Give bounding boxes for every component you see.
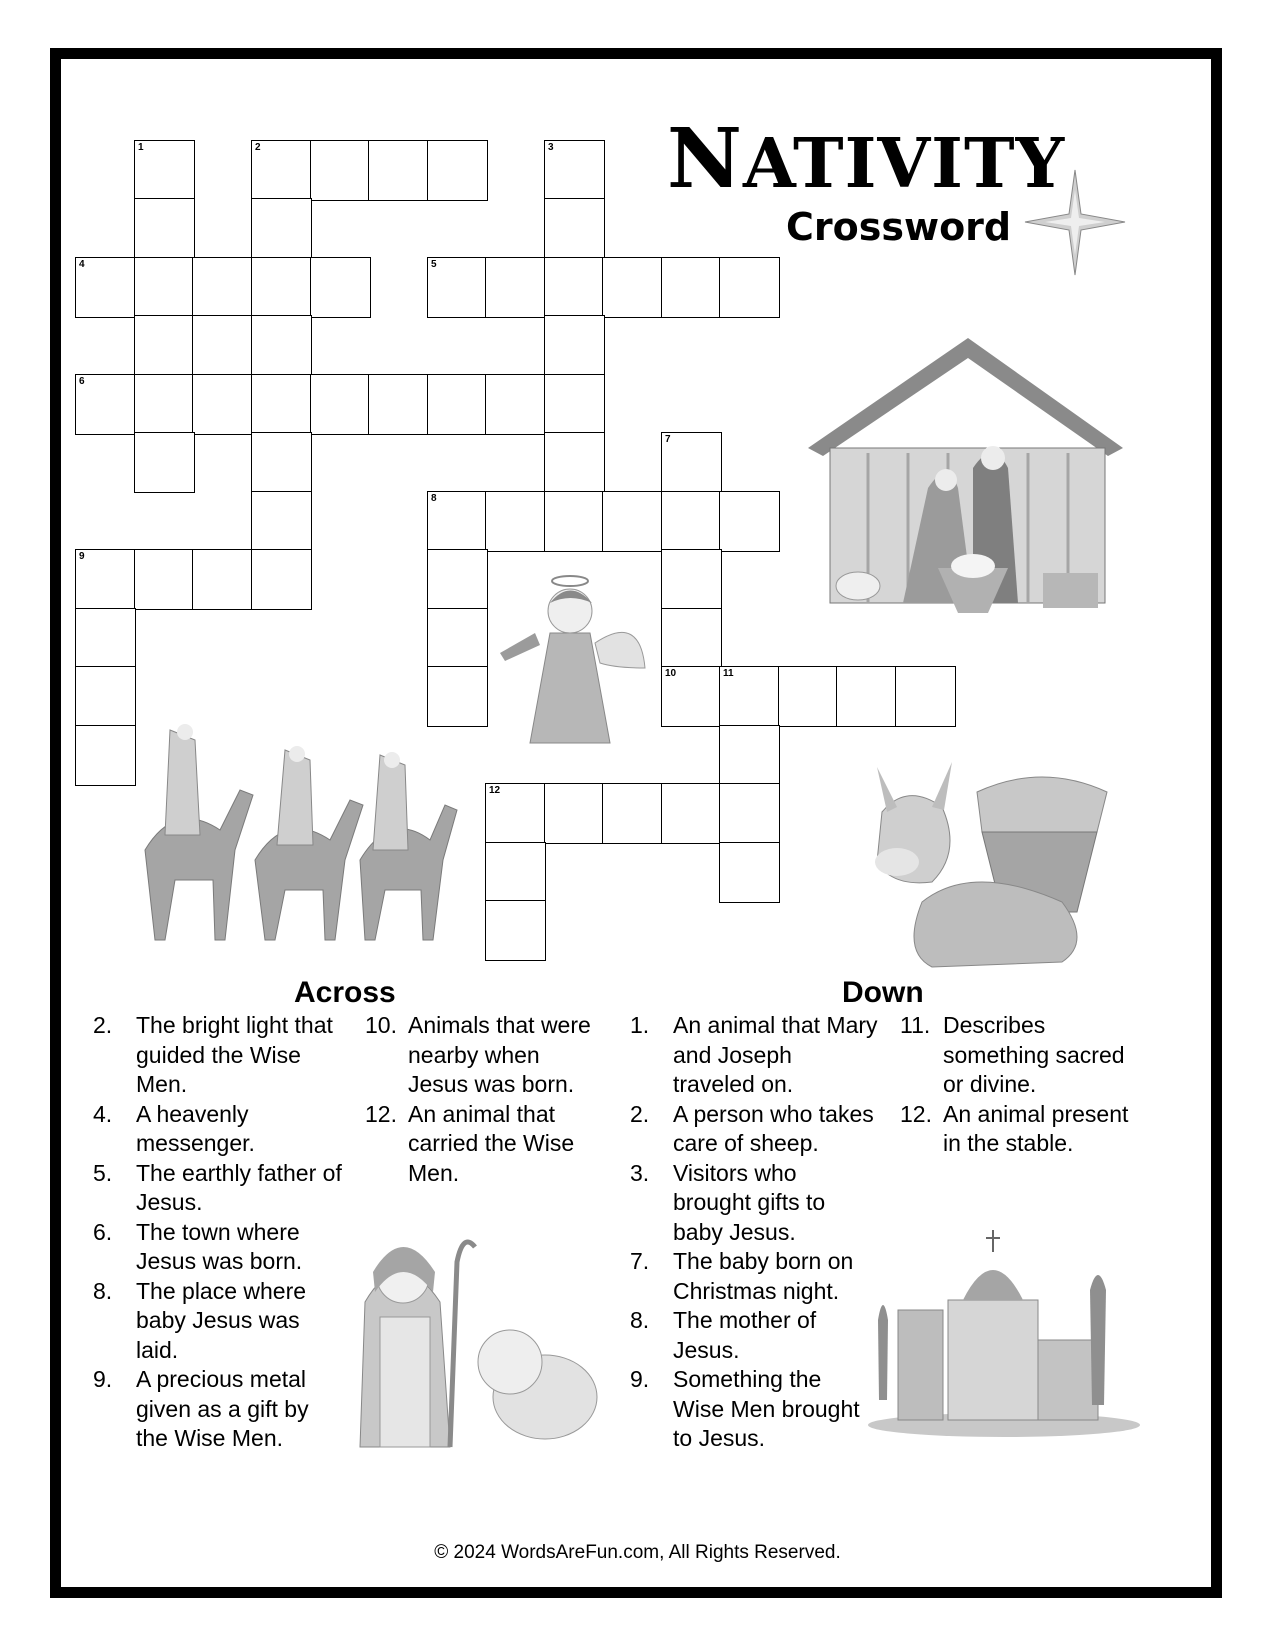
clue-item: 8. The mother of Jesus. [630,1307,817,1363]
down-clues-col1 [630,1011,878,1454]
grid-cell[interactable] [661,257,722,318]
grid-cell[interactable] [368,374,429,435]
grid-cell[interactable] [427,608,488,669]
grid-cell[interactable] [251,257,312,318]
grid-cell[interactable] [661,666,722,727]
bethlehem-town-illustration [868,1230,1140,1435]
grid-cell[interactable] [719,491,780,552]
grid-cell[interactable] [485,491,546,552]
nativity-stable-illustration [808,338,1123,623]
grid-cell[interactable] [75,666,136,727]
grid-cell[interactable] [544,198,605,259]
clue-item: 10. Animals that were nearby when Jesus was born. [365,1012,591,1097]
across-clues-col1 [93,1011,343,1454]
grid-cell[interactable] [134,549,195,610]
grid-cell[interactable] [368,140,429,201]
clue-item: 3. Visitors who brought gifts to baby Jesus. [630,1159,826,1245]
grid-cell[interactable] [661,608,722,669]
clue-item: 11. Describes something sacred or divine. [900,1012,1125,1097]
grid-cell[interactable] [661,432,722,493]
grid-cell[interactable] [75,725,136,786]
across-heading: Across [294,976,396,1009]
grid-cell[interactable] [310,374,371,435]
grid-cell[interactable] [310,140,371,201]
shepherd-lamb-illustration [345,1222,605,1462]
grid-cell[interactable] [134,374,195,435]
grid-cell[interactable] [134,257,195,318]
clue-number: 9 [79,551,85,562]
clue-number: 7 [665,434,671,445]
grid-cell[interactable] [544,315,605,376]
grid-cell[interactable] [427,257,488,318]
grid-cell[interactable] [427,374,488,435]
grid-cell[interactable] [661,549,722,610]
grid-cell[interactable] [544,783,605,844]
grid-cell[interactable] [485,374,546,435]
clue-number: 4 [79,259,85,270]
grid-cell[interactable] [251,491,312,552]
star-icon [1025,170,1125,275]
grid-cell[interactable] [192,257,253,318]
grid-cell[interactable] [719,666,780,727]
grid-cell[interactable] [75,374,136,435]
grid-cell[interactable] [719,257,780,318]
clue-number: 12 [489,785,501,796]
grid-cell[interactable] [251,549,312,610]
grid-cell[interactable] [719,725,780,786]
grid-cell[interactable] [192,315,253,376]
grid-cell[interactable] [485,900,546,961]
clue-item: 1. An animal that Mary and Joseph traveled on. [630,1012,878,1097]
grid-cell[interactable] [75,549,136,610]
clue-number: 5 [431,259,437,270]
clue-number: 8 [431,493,437,504]
clue-item: 2. The bright light that guided the Wise Men. [93,1012,333,1097]
clue-number: 2 [255,142,261,153]
across-clues-col2 [365,1011,600,1188]
grid-cell[interactable] [251,432,312,493]
clue-item: 7. The baby born on Christmas night. [630,1248,854,1304]
grid-cell[interactable] [661,491,722,552]
grid-cell[interactable] [75,257,136,318]
grid-cell[interactable] [251,374,312,435]
grid-cell[interactable] [192,374,253,435]
title-rest: ATIVITY [742,124,1066,204]
grid-cell[interactable] [544,432,605,493]
grid-cell[interactable] [134,198,195,259]
page-subtitle: Crossword [786,205,1012,249]
clue-item: 8. The place where baby Jesus was laid. [93,1277,307,1363]
grid-cell[interactable] [485,257,546,318]
clue-number: 1 [138,142,144,153]
clue-item: 9. A precious metal given as a gift by the Wise Men. [93,1366,309,1451]
grid-cell[interactable] [544,491,605,552]
grid-cell[interactable] [134,140,195,201]
clue-item: 9. Something the Wise Men brought to Jesus. [630,1366,860,1451]
grid-cell[interactable] [427,140,488,201]
grid-cell[interactable] [602,491,663,552]
grid-cell[interactable] [427,491,488,552]
grid-cell[interactable] [719,783,780,844]
page-title [667,111,1066,207]
grid-cell[interactable] [544,140,605,201]
title-initial: N [667,111,743,207]
down-heading: Down [842,976,924,1009]
grid-cell[interactable] [544,257,605,318]
grid-cell[interactable] [778,666,839,727]
clue-item: 12. An animal present in the stable. [900,1100,1129,1156]
grid-cell[interactable] [485,783,546,844]
grid-cell[interactable] [836,666,897,727]
clue-item: 4. A heavenly messenger. [93,1100,255,1156]
grid-cell[interactable] [192,549,253,610]
clue-item: 2. A person who takes care of sheep. [630,1100,874,1156]
grid-cell[interactable] [602,257,663,318]
grid-cell[interactable] [427,549,488,610]
clue-item: 5. The earthly father of Jesus. [93,1159,342,1215]
down-clues-col2 [900,1011,1135,1159]
grid-cell[interactable] [719,842,780,903]
grid-cell[interactable] [310,257,371,318]
grid-cell[interactable] [895,666,956,727]
clue-number: 3 [548,142,554,153]
grid-cell[interactable] [251,140,312,201]
grid-cell[interactable] [661,783,722,844]
donkey-manger-illustration [862,752,1112,977]
clue-number: 11 [723,668,734,679]
clue-number: 6 [79,376,85,387]
grid-cell[interactable] [251,315,312,376]
copyright-notice: © 2024 WordsAreFun.com, All Rights Reserved. [434,1542,841,1563]
clue-item: 12. An animal that carried the Wise Men. [365,1100,575,1186]
grid-cell[interactable] [602,783,663,844]
grid-cell[interactable] [134,315,195,376]
grid-cell[interactable] [544,374,605,435]
angel-illustration [500,573,648,748]
grid-cell[interactable] [251,198,312,259]
grid-cell[interactable] [134,432,195,493]
clue-item: 6. The town where Jesus was born. [93,1218,303,1274]
grid-cell[interactable] [75,608,136,669]
clue-number: 10 [665,668,677,679]
grid-cell[interactable] [485,842,546,903]
wise-men-camels-illustration [135,710,460,945]
